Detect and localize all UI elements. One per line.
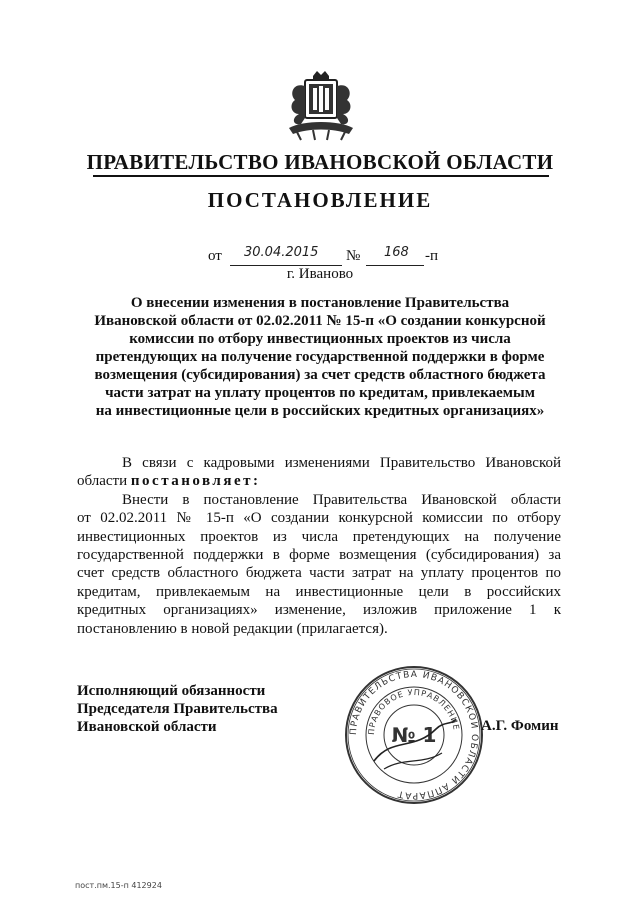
heading-line: комиссии по отбору инвестиционных проектов из числа — [129, 331, 511, 347]
body-line: кредитам, привлекаемым на инвестиционные цели в российских — [77, 583, 561, 600]
body-line: государственной поддержки в форме возмещения (субсидирования) за — [77, 546, 561, 563]
seal-number: № 1 — [391, 723, 437, 747]
resolution-body — [77, 454, 561, 638]
heading-line: на инвестиционные цели в российских кредитных организациях» — [95, 403, 545, 419]
footer-code: пост.пм.15-п 412924 — [75, 881, 162, 890]
body-line: от 02.02.2011 № 15-п «О создании конкурсной комиссии по отбору — [77, 510, 561, 527]
handwritten-signature-stroke — [384, 753, 442, 769]
title-underline — [93, 175, 549, 177]
number-suffix: -п — [425, 248, 439, 264]
coat-of-arms-icon — [283, 70, 359, 142]
number-value: 168 — [384, 245, 409, 260]
document-type-title: ПОСТАНОВЛЕНИЕ — [207, 188, 433, 212]
signer-title-line: Исполняющий обязанности — [77, 683, 266, 699]
heading-line: Ивановской области от 02.02.2011 № 15-п «О создании конкурсной — [94, 313, 546, 329]
date-value: 30.04.2015 — [244, 245, 319, 260]
resolution-heading — [70, 294, 570, 420]
city: г. Иваново — [286, 266, 354, 282]
signer-title — [77, 682, 278, 736]
body-line — [77, 472, 561, 490]
date-number-line — [208, 245, 448, 267]
body-line: Внести в постановление Правительства Ивановской области — [122, 491, 561, 508]
heading-line: возмещения (субсидирования) за счет средств областного бюджета — [94, 367, 546, 383]
signer-title-line: Ивановской области — [77, 719, 217, 735]
body-line: В связи с кадровыми изменениями Правительство Ивановской — [122, 455, 561, 471]
number-prefix: № — [346, 248, 361, 264]
body-line: постановлению в новой редакции (прилагается). — [77, 620, 388, 637]
signer-name: А.Г. Фомин — [481, 718, 559, 734]
official-seal — [344, 665, 484, 805]
body-line: счет средств областного бюджета части затрат на уплату процентов по — [77, 565, 561, 582]
signer-title-line: Председателя Правительства — [77, 701, 278, 717]
body-line: инвестиционных проектов из числа претендующих на получение — [77, 528, 561, 545]
body-line: кредитных организациях» изменение, изложив приложение 1 к — [77, 602, 561, 619]
heading-line: части затрат на уплату процентов по кредитам, привлекаемым — [105, 385, 535, 401]
body-text: области — [77, 473, 128, 490]
heading-line: О внесении изменения в постановление Правительства — [130, 295, 510, 311]
seal-outer-text: ПРАВИТЕЛЬСТВА ИВАНОВСКОЙ ОБЛАСТИ АППАРАТ — [348, 669, 480, 801]
seal-inner-text: ПРАВОВОЕ УПРАВЛЕНИЕ — [366, 687, 461, 736]
heading-line: претендующих на получение государственной поддержки в форме — [95, 349, 545, 365]
date-prefix: от — [208, 248, 222, 264]
government-title: ПРАВИТЕЛЬСТВО ИВАНОВСКОЙ ОБЛАСТИ — [86, 150, 554, 174]
decree-word: постановляет: — [130, 473, 261, 490]
